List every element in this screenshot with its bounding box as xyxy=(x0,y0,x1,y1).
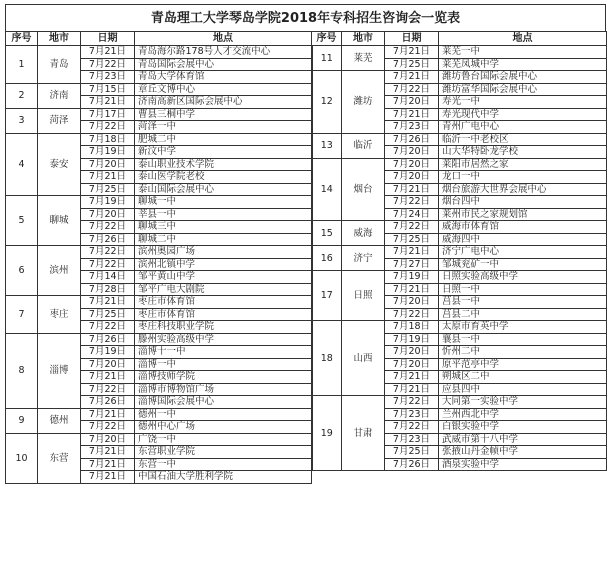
event-date: 7月28日 xyxy=(81,283,135,296)
event-location: 邹平广电大剧院 xyxy=(135,283,312,296)
document-title: 青岛理工大学琴岛学院2018年专科招生咨询会一览表 xyxy=(5,4,606,31)
table-row xyxy=(6,171,607,184)
event-location: 莱州市民之家规划馆 xyxy=(439,208,607,221)
event-location: 东营职业学院 xyxy=(135,446,312,459)
event-date: 7月21日 xyxy=(81,471,135,484)
event-date: 7月22日 xyxy=(385,421,439,434)
event-location: 莘县一中 xyxy=(135,208,312,221)
event-location: 威海四中 xyxy=(439,233,607,246)
event-location: 临沂一中老校区 xyxy=(439,133,607,146)
event-location: 肥城二中 xyxy=(135,133,312,146)
event-date: 7月20日 xyxy=(385,346,439,359)
event-date: 7月25日 xyxy=(385,233,439,246)
header-city: 地市 xyxy=(38,32,81,46)
event-date: 7月21日 xyxy=(385,246,439,259)
event-location: 聊城二中 xyxy=(135,233,312,246)
event-location: 烟台四中 xyxy=(439,196,607,209)
event-location: 青岛海尔路178号人才交流中心 xyxy=(135,46,312,59)
event-location: 新汶中学 xyxy=(135,146,312,159)
event-date: 7月21日 xyxy=(385,183,439,196)
city-name: 甘肃 xyxy=(342,396,385,471)
event-date: 7月20日 xyxy=(385,158,439,171)
event-location: 潍坊鲁台国际会展中心 xyxy=(439,71,607,84)
header-location: 地点 xyxy=(135,32,312,46)
event-date: 7月21日 xyxy=(81,46,135,59)
event-date: 7月22日 xyxy=(385,396,439,409)
city-name: 青岛 xyxy=(38,46,81,84)
event-date: 7月20日 xyxy=(385,296,439,309)
row-number: 5 xyxy=(6,196,38,246)
event-location: 日照一中 xyxy=(439,283,607,296)
event-date: 7月25日 xyxy=(385,446,439,459)
city-name: 聊城 xyxy=(38,196,81,246)
row-number: 18 xyxy=(312,321,342,396)
event-date: 7月26日 xyxy=(81,233,135,246)
event-date: 7月22日 xyxy=(81,221,135,234)
event-location: 莱阳市居然之家 xyxy=(439,158,607,171)
event-date: 7月20日 xyxy=(385,171,439,184)
row-number: 2 xyxy=(6,83,38,108)
event-location: 济南高新区国际会展中心 xyxy=(135,96,312,109)
event-location: 襄县一中 xyxy=(439,333,607,346)
event-date: 7月22日 xyxy=(81,246,135,259)
header-no: 序号 xyxy=(312,32,342,46)
table-row xyxy=(6,158,607,171)
event-location: 莒县一中 xyxy=(439,296,607,309)
city-name: 威海 xyxy=(342,221,385,246)
event-date: 7月26日 xyxy=(81,396,135,409)
row-number: 8 xyxy=(6,333,38,408)
row-number: 16 xyxy=(312,246,342,271)
event-location: 莱芜一中 xyxy=(439,46,607,59)
table-row xyxy=(6,371,607,384)
event-location: 应县四中 xyxy=(439,383,607,396)
row-number: 10 xyxy=(6,433,38,483)
event-location: 淄博技师学院 xyxy=(135,371,312,384)
event-date: 7月26日 xyxy=(81,333,135,346)
event-date: 7月23日 xyxy=(385,433,439,446)
event-location: 广饶一中 xyxy=(135,433,312,446)
table-row xyxy=(6,396,607,409)
row-number: 19 xyxy=(312,396,342,471)
event-location: 龙口一中 xyxy=(439,171,607,184)
table-body xyxy=(6,46,607,484)
header-no: 序号 xyxy=(6,32,38,46)
event-date: 7月22日 xyxy=(385,308,439,321)
table-row xyxy=(6,121,607,134)
event-location: 寿光一中 xyxy=(439,96,607,109)
event-location: 淄博十一中 xyxy=(135,346,312,359)
table-row xyxy=(6,133,607,146)
city-name: 德州 xyxy=(38,408,81,433)
event-date: 7月27日 xyxy=(385,258,439,271)
event-location: 莱芜凤城中学 xyxy=(439,58,607,71)
event-date: 7月20日 xyxy=(385,96,439,109)
event-location: 莒县二中 xyxy=(439,308,607,321)
row-number: 11 xyxy=(312,46,342,71)
event-location: 滨州奥园广场 xyxy=(135,246,312,259)
event-date: 7月20日 xyxy=(81,433,135,446)
event-location: 青州广电中心 xyxy=(439,121,607,134)
city-name: 莱芜 xyxy=(342,46,385,71)
event-location: 德州中心广场 xyxy=(135,421,312,434)
event-date: 7月20日 xyxy=(385,358,439,371)
event-date: 7月24日 xyxy=(385,208,439,221)
event-date: 7月15日 xyxy=(81,83,135,96)
header-date: 日期 xyxy=(81,32,135,46)
city-name: 临沂 xyxy=(342,133,385,158)
city-name: 潍坊 xyxy=(342,71,385,134)
table-row xyxy=(6,421,607,434)
table-row xyxy=(6,346,607,359)
event-location: 忻州二中 xyxy=(439,346,607,359)
table-row xyxy=(6,46,607,59)
event-date: 7月25日 xyxy=(385,58,439,71)
row-number: 6 xyxy=(6,246,38,296)
event-date: 7月17日 xyxy=(81,108,135,121)
event-date: 7月19日 xyxy=(81,346,135,359)
city-name: 枣庄 xyxy=(38,296,81,334)
table-row xyxy=(6,296,607,309)
table-row xyxy=(6,208,607,221)
city-name: 泰安 xyxy=(38,133,81,196)
event-date: 7月19日 xyxy=(385,333,439,346)
event-date: 7月22日 xyxy=(385,221,439,234)
table-row xyxy=(6,71,607,84)
event-location: 枣庄市体育馆 xyxy=(135,308,312,321)
event-location: 兰州西北中学 xyxy=(439,408,607,421)
event-location: 山大华特卧龙学校 xyxy=(439,146,607,159)
event-date: 7月18日 xyxy=(385,321,439,334)
event-date: 7月18日 xyxy=(81,133,135,146)
city-name: 烟台 xyxy=(342,158,385,221)
event-location: 日照实验高级中学 xyxy=(439,271,607,284)
event-date: 7月23日 xyxy=(385,121,439,134)
table-row xyxy=(6,383,607,396)
table-row xyxy=(6,233,607,246)
event-location: 曹县三桐中学 xyxy=(135,108,312,121)
event-location: 东营一中 xyxy=(135,458,312,471)
table-row xyxy=(6,221,607,234)
event-location: 淄博市博物馆广场 xyxy=(135,383,312,396)
table-row xyxy=(6,321,607,334)
table-row xyxy=(6,446,607,459)
table-row xyxy=(6,333,607,346)
event-date: 7月23日 xyxy=(81,71,135,84)
event-date: 7月21日 xyxy=(81,408,135,421)
header-location: 地点 xyxy=(439,32,607,46)
row-number: 13 xyxy=(312,133,342,158)
row-number: 17 xyxy=(312,271,342,321)
table-row xyxy=(6,308,607,321)
event-location: 青岛大学体育馆 xyxy=(135,71,312,84)
event-location: 威海市体育馆 xyxy=(439,221,607,234)
event-location: 章丘文博中心 xyxy=(135,83,312,96)
event-date: 7月21日 xyxy=(81,371,135,384)
event-date: 7月22日 xyxy=(385,83,439,96)
table-row xyxy=(6,358,607,371)
event-location: 邹城兖矿一中 xyxy=(439,258,607,271)
header-row xyxy=(6,32,607,46)
table-row xyxy=(6,183,607,196)
table-row xyxy=(6,96,607,109)
event-location: 淄博国际会展中心 xyxy=(135,396,312,409)
event-date: 7月22日 xyxy=(81,58,135,71)
event-location: 枣庄科技职业学院 xyxy=(135,321,312,334)
event-date: 7月22日 xyxy=(385,196,439,209)
city-name: 滨州 xyxy=(38,246,81,296)
event-date: 7月22日 xyxy=(81,321,135,334)
event-date: 7月21日 xyxy=(385,108,439,121)
row-number: 9 xyxy=(6,408,38,433)
event-location: 聊城一中 xyxy=(135,196,312,209)
event-date: 7月21日 xyxy=(81,296,135,309)
event-location: 德州一中 xyxy=(135,408,312,421)
event-date: 7月19日 xyxy=(81,196,135,209)
event-date: 7月21日 xyxy=(385,283,439,296)
event-date: 7月19日 xyxy=(385,271,439,284)
event-location: 泰山国际会展中心 xyxy=(135,183,312,196)
city-name: 济宁 xyxy=(342,246,385,271)
row-number: 1 xyxy=(6,46,38,84)
header-date: 日期 xyxy=(385,32,439,46)
event-date: 7月20日 xyxy=(385,146,439,159)
event-location: 聊城三中 xyxy=(135,221,312,234)
event-date: 7月21日 xyxy=(385,71,439,84)
event-location: 滨州北镇中学 xyxy=(135,258,312,271)
event-date: 7月22日 xyxy=(81,421,135,434)
event-date: 7月22日 xyxy=(81,258,135,271)
event-date: 7月21日 xyxy=(81,458,135,471)
city-name: 日照 xyxy=(342,271,385,321)
row-number: 3 xyxy=(6,108,38,133)
event-location: 菏泽一中 xyxy=(135,121,312,134)
event-location: 枣庄市体育馆 xyxy=(135,296,312,309)
table-row xyxy=(6,108,607,121)
event-location: 太原市育英中学 xyxy=(439,321,607,334)
row-number: 7 xyxy=(6,296,38,334)
table-row xyxy=(6,246,607,259)
event-location: 白银实验中学 xyxy=(439,421,607,434)
event-date: 7月21日 xyxy=(385,371,439,384)
event-location: 泰山医学院老校 xyxy=(135,171,312,184)
event-location: 大同第一实验中学 xyxy=(439,396,607,409)
table-row xyxy=(6,196,607,209)
table-row xyxy=(6,58,607,71)
event-location: 青岛国际会展中心 xyxy=(135,58,312,71)
event-location: 淄博一中 xyxy=(135,358,312,371)
row-number: 12 xyxy=(312,71,342,134)
event-location: 武威市第十八中学 xyxy=(439,433,607,446)
city-name: 菏泽 xyxy=(38,108,81,133)
event-date: 7月20日 xyxy=(81,208,135,221)
event-location: 中国石油大学胜利学院 xyxy=(135,471,312,484)
event-date: 7月21日 xyxy=(81,96,135,109)
event-location: 朔城区二中 xyxy=(439,371,607,384)
row-number: 14 xyxy=(312,158,342,221)
event-location: 滕州实验高级中学 xyxy=(135,333,312,346)
table-row xyxy=(6,271,607,284)
schedule-table xyxy=(5,31,607,484)
event-location: 泰山职业技术学院 xyxy=(135,158,312,171)
city-name: 淄博 xyxy=(38,333,81,408)
event-date: 7月21日 xyxy=(385,383,439,396)
event-date: 7月19日 xyxy=(81,146,135,159)
header-city: 地市 xyxy=(342,32,385,46)
table-row xyxy=(6,408,607,421)
event-date: 7月26日 xyxy=(385,458,439,471)
city-name: 济南 xyxy=(38,83,81,108)
event-location: 邹平黄山中学 xyxy=(135,271,312,284)
event-date: 7月25日 xyxy=(81,308,135,321)
event-location: 寿光现代中学 xyxy=(439,108,607,121)
event-date: 7月14日 xyxy=(81,271,135,284)
event-location: 潍坊富华国际会展中心 xyxy=(439,83,607,96)
table-row xyxy=(6,433,607,446)
event-location: 烟台旅游大世界会展中心 xyxy=(439,183,607,196)
event-date: 7月20日 xyxy=(81,158,135,171)
event-date: 7月25日 xyxy=(81,183,135,196)
row-number: 4 xyxy=(6,133,38,196)
event-date: 7月21日 xyxy=(81,446,135,459)
table-row xyxy=(6,471,607,484)
row-number: 15 xyxy=(312,221,342,246)
table-row xyxy=(6,458,607,471)
event-date: 7月20日 xyxy=(81,358,135,371)
event-date: 7月21日 xyxy=(81,171,135,184)
event-date: 7月26日 xyxy=(385,133,439,146)
table-row xyxy=(6,146,607,159)
event-date: 7月23日 xyxy=(385,408,439,421)
table-row xyxy=(6,83,607,96)
event-location: 酒泉实验中学 xyxy=(439,458,607,471)
document xyxy=(5,4,606,484)
event-date: 7月22日 xyxy=(81,383,135,396)
event-location: 张掖山丹金帧中学 xyxy=(439,446,607,459)
event-date: 7月22日 xyxy=(81,121,135,134)
event-location: 原平范亭中学 xyxy=(439,358,607,371)
city-name: 山西 xyxy=(342,321,385,396)
table-row xyxy=(6,283,607,296)
event-location: 济宁广电中心 xyxy=(439,246,607,259)
event-date: 7月21日 xyxy=(385,46,439,59)
table-row xyxy=(6,258,607,271)
city-name: 东营 xyxy=(38,433,81,483)
